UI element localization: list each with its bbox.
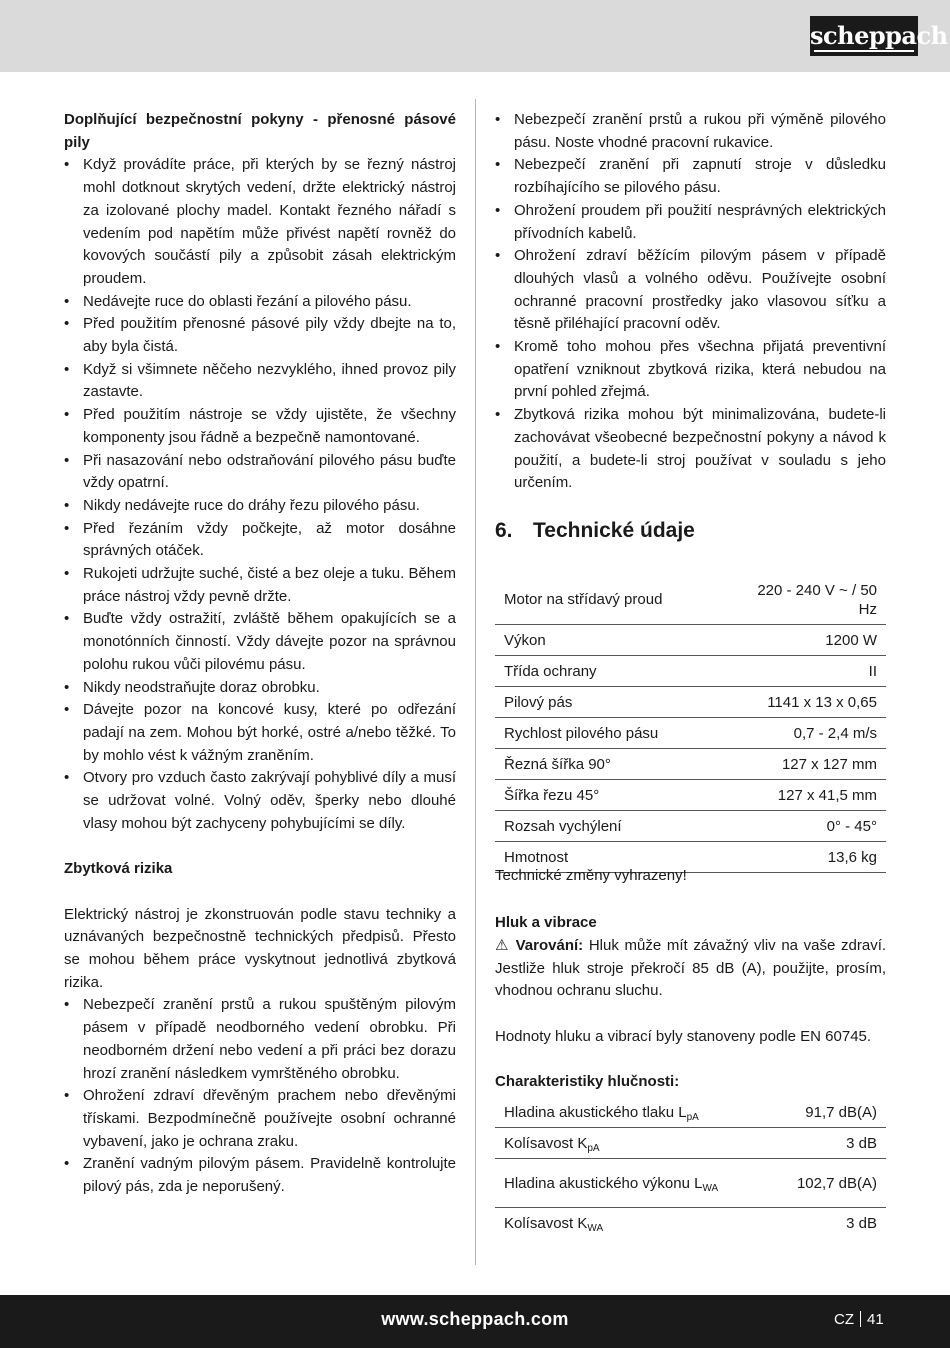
spec-label: Třída ochrany <box>495 656 748 687</box>
list-item: • Ohrožení zdraví dřevěným prachem nebo dřevěnými třískami. Bezpodmínečně používejte osobní ochranné vybavení, jako je ochrana zraku. <box>64 1085 456 1153</box>
list-item: • Buďte vždy ostražití, zvláště během opakujících se a monotónních činností. Vždy dávejte pozor na správnou polohu rukou vůči pilovému pásu. <box>64 608 456 676</box>
noise-value: 3 dB <box>846 1215 877 1232</box>
list-item: • Když si všimnete něčeho nezvyklého, ihned provoz pily zastavte. <box>64 359 456 404</box>
noise-label: Hladina akustického výkonu $L_{WA}$ <box>495 1159 748 1208</box>
list-item: • Ohrožení proudem při použití nesprávných elektrických přívodních kabelů. <box>495 200 886 245</box>
list-item: • Rukojeti udržujte suché, čisté a bez oleje a tuku. Během práce nástroj vždy pevně držte. <box>64 563 456 608</box>
spec-label: Výkon <box>495 625 748 656</box>
list-item: • Při nasazování nebo odstraňování pilového pásu buďte vždy opatrní. <box>64 450 456 495</box>
spec-value: 1200 W <box>748 625 886 656</box>
table-row <box>495 625 886 656</box>
table-row <box>495 718 886 749</box>
list-item: • Když provádíte práce, při kterých by se řezný nástroj mohl dotknout skrytých vedení, držte elektrický nástroj za izolované plochy madel. Kontakt řezného nářadí s vedením pod napětím může přivést napětí rovněž do kovových součástí pily a způsobit zásah elektrickým proudem. <box>64 154 456 290</box>
table-row <box>495 575 886 625</box>
noise-table <box>495 1097 886 1239</box>
header-bar <box>0 0 950 72</box>
list-item: • Nikdy neodstraňujte doraz obrobku. <box>64 677 456 700</box>
residual-risks-list <box>64 994 456 1198</box>
noise-warning <box>495 935 886 1003</box>
warning-label: Varování: <box>515 936 584 954</box>
spec-value: 1141 x 13 x 0,65 <box>748 687 886 718</box>
table-row <box>495 1208 886 1239</box>
list-item: • Nedávejte ruce do oblasti řezání a pilového pásu. <box>64 291 456 314</box>
page-indicator <box>834 1309 884 1332</box>
list-item: • Dávejte pozor na koncové kusy, které po odřezání padají na zem. Mohou být horké, ostré a/nebo těžké. To by mohlo vést k vážným zraněním. <box>64 699 456 767</box>
noise-characteristics-heading: Charakteristiky hlučnosti: <box>495 1073 680 1091</box>
table-row <box>495 749 886 780</box>
table-row <box>495 1097 886 1128</box>
list-item: • Otvory pro vzduch často zakrývají pohyblivé díly a musí se udržovat volné. Volný oděv, šperky nebo dlouhé vlasy mohou být zachyceny pohybujícími se díly. <box>64 767 456 835</box>
warning-text: Hluk může mít závažný vliv na vaše zdraví. Jestliže hluk stroje překročí 85 dB (A), použijte, prosím, vhodnou ochranu sluchu. <box>495 936 887 1000</box>
section-heading-residual-risks: Zbytková rizika <box>64 860 173 878</box>
list-item: • Před použitím nástroje se vždy ujistěte, že všechny komponenty jsou řádně a bezpečně namontované. <box>64 404 456 449</box>
spec-label: Motor na střídavý proud <box>495 575 748 625</box>
warning-triangle-icon: ⚠ <box>495 936 510 954</box>
table-row <box>495 811 886 842</box>
noise-label: Kolísavost $K_{WA}$ <box>504 1215 604 1234</box>
list-item: • Před použitím přenosné pásové pily vždy dbejte na to, aby byla čistá. <box>64 313 456 358</box>
table-row <box>495 1159 886 1208</box>
footer-bar <box>0 1295 950 1348</box>
list-item: • Zbytková rizika mohou být minimalizována, budete-li zachovávat všeobecné bezpečnostní pokyny a návod k použití, a budete-li stroj používat v souladu s jeho určením. <box>495 404 886 495</box>
spec-note: Technické změny vyhrazeny! <box>495 867 687 885</box>
noise-label: Kolísavost $K_{pA}$ <box>495 1128 748 1159</box>
spec-value: 220 - 240 V ~ / 50 Hz <box>748 575 886 625</box>
list-item: • Zranění vadným pilovým pásem. Pravidelně kontrolujte pilový pás, zda je neporušený. <box>64 1153 456 1198</box>
noise-heading: Hluk a vibrace <box>495 914 597 932</box>
list-item: • Ohrožení zdraví běžícím pilovým pásem v případě dlouhých vlasů a volného oděvu. Používejte osobní ochranné pracovní prostředky jako vlasovou síťku a těsně přiléhající pracovní oděv. <box>495 245 886 336</box>
spec-label: Šířka řezu 45° <box>495 780 748 811</box>
noise-label: Hladina akustického tlaku $L_{pA}$ <box>495 1097 748 1128</box>
list-item: • Nebezpečí zranění prstů a rukou při výměně pilového pásu. Noste vhodné pracovní rukavice. <box>495 109 886 154</box>
table-row <box>495 1128 886 1159</box>
scheppach-logo: scheppach <box>810 16 918 56</box>
list-item: • Před řezáním vždy počkejte, až motor dosáhne správných otáček. <box>64 518 456 563</box>
list-item: • Nebezpečí zranění prstů a rukou spuštěným pilovým pásem v případě neodborného vedení obrobku. Při neodborném držení nebo vedení a při práci bez dorazu hrozí zranění následkem vymrštěného obrobku. <box>64 994 456 1085</box>
page-number: 41 <box>867 1311 884 1328</box>
table-row <box>495 656 886 687</box>
column-divider <box>475 99 476 1265</box>
table-row <box>495 687 886 718</box>
right-column <box>495 109 886 1239</box>
section-title-technical-data <box>495 517 886 545</box>
noise-value: 91,7 dB(A) <box>748 1097 886 1128</box>
spec-label: Rozsah vychýlení <box>495 811 748 842</box>
noise-values-text: Hodnoty hluku a vibrací byly stanoveny podle EN 60745. <box>495 1027 872 1045</box>
spec-value: II <box>748 656 886 687</box>
section-number: 6. <box>495 518 513 542</box>
section-heading-safety: Doplňující bezpečnostní pokyny - přenosné pásové pily <box>64 111 456 151</box>
section-title-text: Technické údaje <box>533 518 695 542</box>
residual-risks-intro: Elektrický nástroj je zkonstruován podle stavu techniky a uznávaných bezpečnostně technických předpisů. Přesto se mohou během práce vyskytnout jednotlivá zbytková rizika. <box>64 905 456 991</box>
noise-value: 3 dB <box>748 1128 886 1159</box>
spec-value: 0,7 - 2,4 m/s <box>748 718 886 749</box>
language-code: CZ <box>834 1311 854 1328</box>
spec-value: 127 x 127 mm <box>748 749 886 780</box>
spec-label: Rychlost pilového pásu <box>495 718 748 749</box>
technical-data-table <box>495 575 886 874</box>
spec-value: 0° - 45° <box>748 811 886 842</box>
list-item: • Nebezpečí zranění při zapnutí stroje v důsledku rozbíhajícího se pilového pásu. <box>495 154 886 199</box>
table-row <box>495 780 886 811</box>
spec-value: 13,6 kg <box>748 842 886 873</box>
spec-value: 127 x 41,5 mm <box>748 780 886 811</box>
spec-label: Řezná šířka 90° <box>495 749 748 780</box>
residual-risks-list-continued <box>495 109 886 495</box>
spec-label: Hmotnost <box>495 842 748 873</box>
noise-value: 102,7 dB(A) <box>748 1159 886 1208</box>
list-item: • Kromě toho mohou přes všechna přijatá preventivní opatření vzniknout zbytková rizika, která nebudou na první pohled zřejmá. <box>495 336 886 404</box>
list-item: • Nikdy nedávejte ruce do dráhy řezu pilového pásu. <box>64 495 456 518</box>
safety-list <box>64 154 456 835</box>
website-url: www.scheppach.com <box>381 1309 569 1329</box>
spec-label: Pilový pás <box>495 687 748 718</box>
left-column <box>64 109 456 1199</box>
